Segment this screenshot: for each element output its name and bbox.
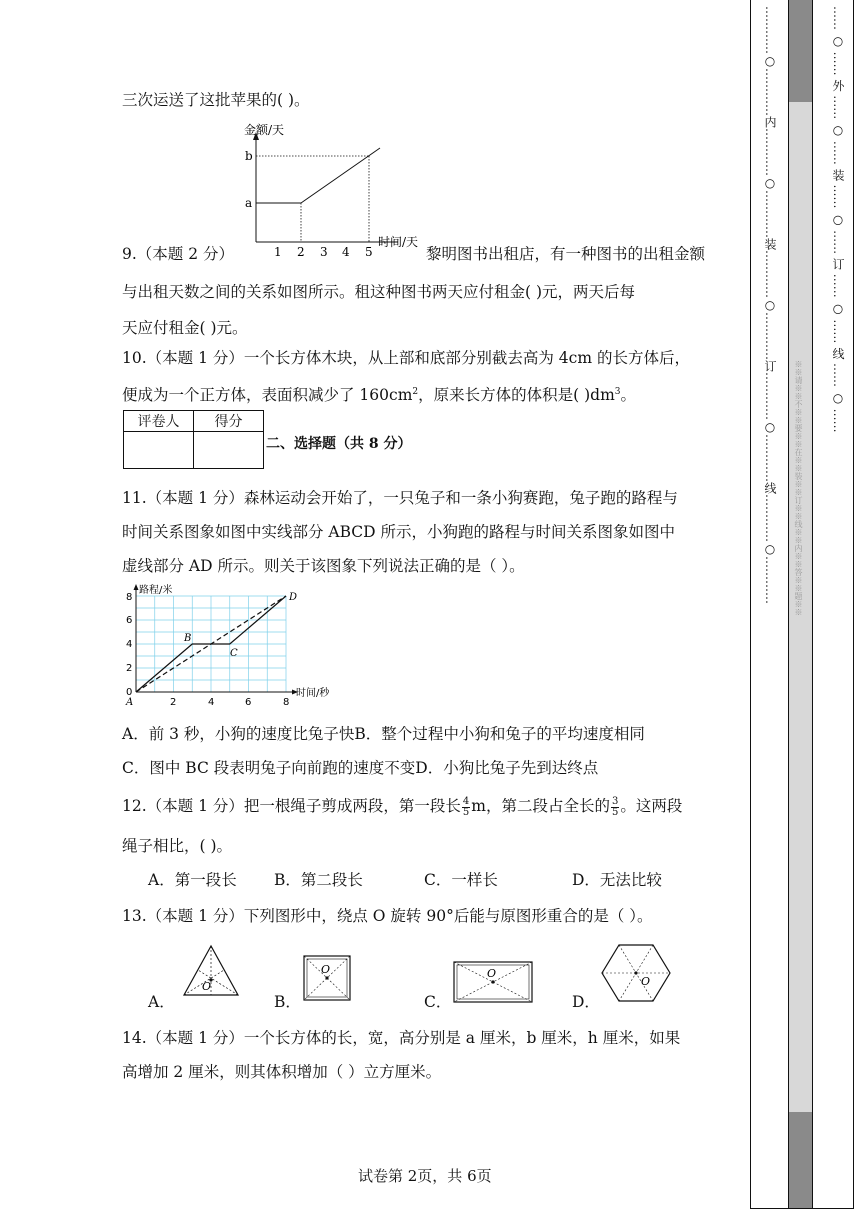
- q11-option-b[interactable]: B．整个过程中小狗和兔子的平均速度相同: [354, 725, 645, 743]
- q9-xtick-3: 3: [320, 245, 328, 258]
- q11-options-row2: [122, 758, 598, 778]
- q11-point-d: D: [289, 592, 298, 603]
- q11-point-c: C: [230, 648, 238, 659]
- q8-tail: 三次运送了这批苹果的( )。: [122, 91, 310, 109]
- q11-xtick-4: 4: [208, 697, 215, 708]
- q11-line2: 时间关系图象如图中实线部分 ABCD 所示，小狗跑的路程与时间关系图象如图中: [122, 523, 676, 541]
- q11-ylabel: 路程/米: [139, 585, 173, 596]
- q12-option-b[interactable]: B．第二段长: [274, 871, 363, 889]
- q11-xtick-6: 6: [245, 697, 252, 708]
- binding-inner-text: …………○…………内…………○…………装…………○…………订…………○…………线…………○…………: [763, 6, 777, 604]
- q11-race-chart: [118, 584, 342, 708]
- q11-xtick-8: 8: [283, 697, 290, 708]
- q11-line3: 虚线部分 AD 所示。则关于该图象下列说法正确的是（ ）。: [122, 557, 525, 575]
- q12-line2: 绳子相比，( )。: [122, 837, 233, 855]
- q11-ytick-4: 4: [126, 639, 133, 650]
- binding-outer-text: …… ○ …… 外 …… ○ …… 装 …… ○ …… 订 …… ○ …… 线 …… ○ ……: [831, 6, 845, 433]
- q13-line1: 13.（本题 1 分）下列图形中，绕点 O 旋转 90°后能与原图形重合的是（ ）。: [122, 907, 653, 925]
- q9-xtick-4: 4: [342, 245, 350, 258]
- q10-line2: 便成为一个正方体，表面积减少了 $160cm^2$，原来长方体的体积是( )$dm^3$。: [122, 386, 637, 405]
- q9-ytick-b: b: [245, 149, 253, 163]
- q13-square-figure: [302, 954, 354, 1004]
- score-header-score: 得分: [194, 411, 264, 432]
- q9-ytick-a: a: [245, 196, 253, 210]
- score-header-grader: 评卷人: [124, 411, 194, 432]
- q13-o-b: O: [321, 963, 331, 976]
- q11-point-a: A: [126, 697, 134, 708]
- q13-o-c: O: [487, 967, 497, 980]
- q13-triangle-figure: [180, 944, 242, 1000]
- q9-xtick-1: 1: [274, 245, 282, 258]
- q12-fraction-1: $\frac{4}{5}$: [462, 795, 470, 818]
- q13-rectangle-figure: [452, 960, 534, 1004]
- q9-line3: 天应付租金( )元。: [122, 319, 248, 337]
- q11-ytick-0: 0: [126, 687, 133, 698]
- q10-line1: 10.（本题 1 分）一个长方体木块，从上部和底部分别截去高为 4cm 的长方体后，: [122, 349, 690, 367]
- q11-ytick-8: 8: [126, 592, 133, 603]
- q9-prefix: 9.（本题 2 分）: [122, 245, 235, 263]
- q11-ytick-2: 2: [126, 663, 133, 674]
- q13-o-d: O: [641, 975, 651, 988]
- q13-label-d[interactable]: D．: [572, 993, 600, 1011]
- page-footer: 试卷第 2页，共 6页: [358, 1167, 492, 1185]
- score-cell-score[interactable]: [194, 432, 264, 469]
- q11-options-row1: [122, 724, 645, 744]
- q13-o-a: O: [202, 980, 212, 993]
- q13-label-a[interactable]: A．: [148, 993, 175, 1011]
- q9-xlabel: 时间/天: [378, 235, 419, 249]
- q11-option-a[interactable]: A．前 3 秒，小狗的速度比兔子快: [122, 725, 355, 743]
- q13-label-c[interactable]: C．: [424, 993, 452, 1011]
- q9-line2: 与出租天数之间的关系如图所示。租这种图书两天应付租金( )元，两天后每: [122, 283, 636, 301]
- q11-xtick-2: 2: [170, 697, 177, 708]
- q12-line1: 12.（本题 1 分）把一根绳子剪成两段，第一段长 $\frac{4}{5}$ m，第二段占全长的 $\frac{3}{5}$ 。这两段: [122, 795, 683, 818]
- q13-label-b[interactable]: B．: [274, 993, 301, 1011]
- q9-ylabel: 金额/天: [244, 123, 285, 137]
- score-cell-grader[interactable]: [124, 432, 194, 469]
- q12-option-d[interactable]: D．无法比较: [572, 871, 662, 889]
- q11-line1: 11.（本题 1 分）森林运动会开始了，一只兔子和一条小狗赛跑，兔子跑的路程与: [122, 489, 678, 507]
- q12-option-a[interactable]: A．第一段长: [148, 871, 237, 889]
- binding-line-left: [788, 0, 789, 1208]
- q11-point-b: B: [184, 633, 192, 644]
- q9-xtick-2: 2: [297, 245, 305, 258]
- q14-line1: 14.（本题 1 分）一个长方体的长，宽，高分别是 a 厘米，b 厘米，h 厘米，如果: [122, 1029, 681, 1047]
- q11-xlabel: 时间/秒: [296, 688, 330, 699]
- q14-line2: 高增加 2 厘米，则其体积增加（ ）立方厘米。: [122, 1063, 442, 1081]
- q9-line1: 黎明图书出租店，有一种图书的出租金额: [426, 245, 706, 263]
- q11-ytick-6: 6: [126, 615, 133, 626]
- binding-line-right: [812, 0, 813, 1208]
- q9-xtick-5: 5: [365, 245, 373, 258]
- score-table: [123, 410, 264, 469]
- q11-option-c[interactable]: C．图中 BC 段表明兔子向前跑的速度不变: [122, 759, 416, 777]
- q12-option-c[interactable]: C．一样长: [424, 871, 498, 889]
- binding-gray-band-bottom: [788, 1112, 812, 1208]
- section2-title: 二、选择题（共 8 分）: [266, 436, 412, 452]
- binding-gray-band-top: [788, 0, 812, 102]
- q13-hexagon-figure: [600, 942, 672, 1004]
- q11-option-d[interactable]: D．小狗比兔子先到达终点: [415, 759, 599, 777]
- binding-hint-text: ※※请※※不※※要※※在※※装※※订※※线※※内※※答※※题※※: [794, 360, 803, 616]
- q9-rent-chart: [238, 118, 438, 258]
- q12-fraction-2: $\frac{3}{5}$: [611, 795, 619, 818]
